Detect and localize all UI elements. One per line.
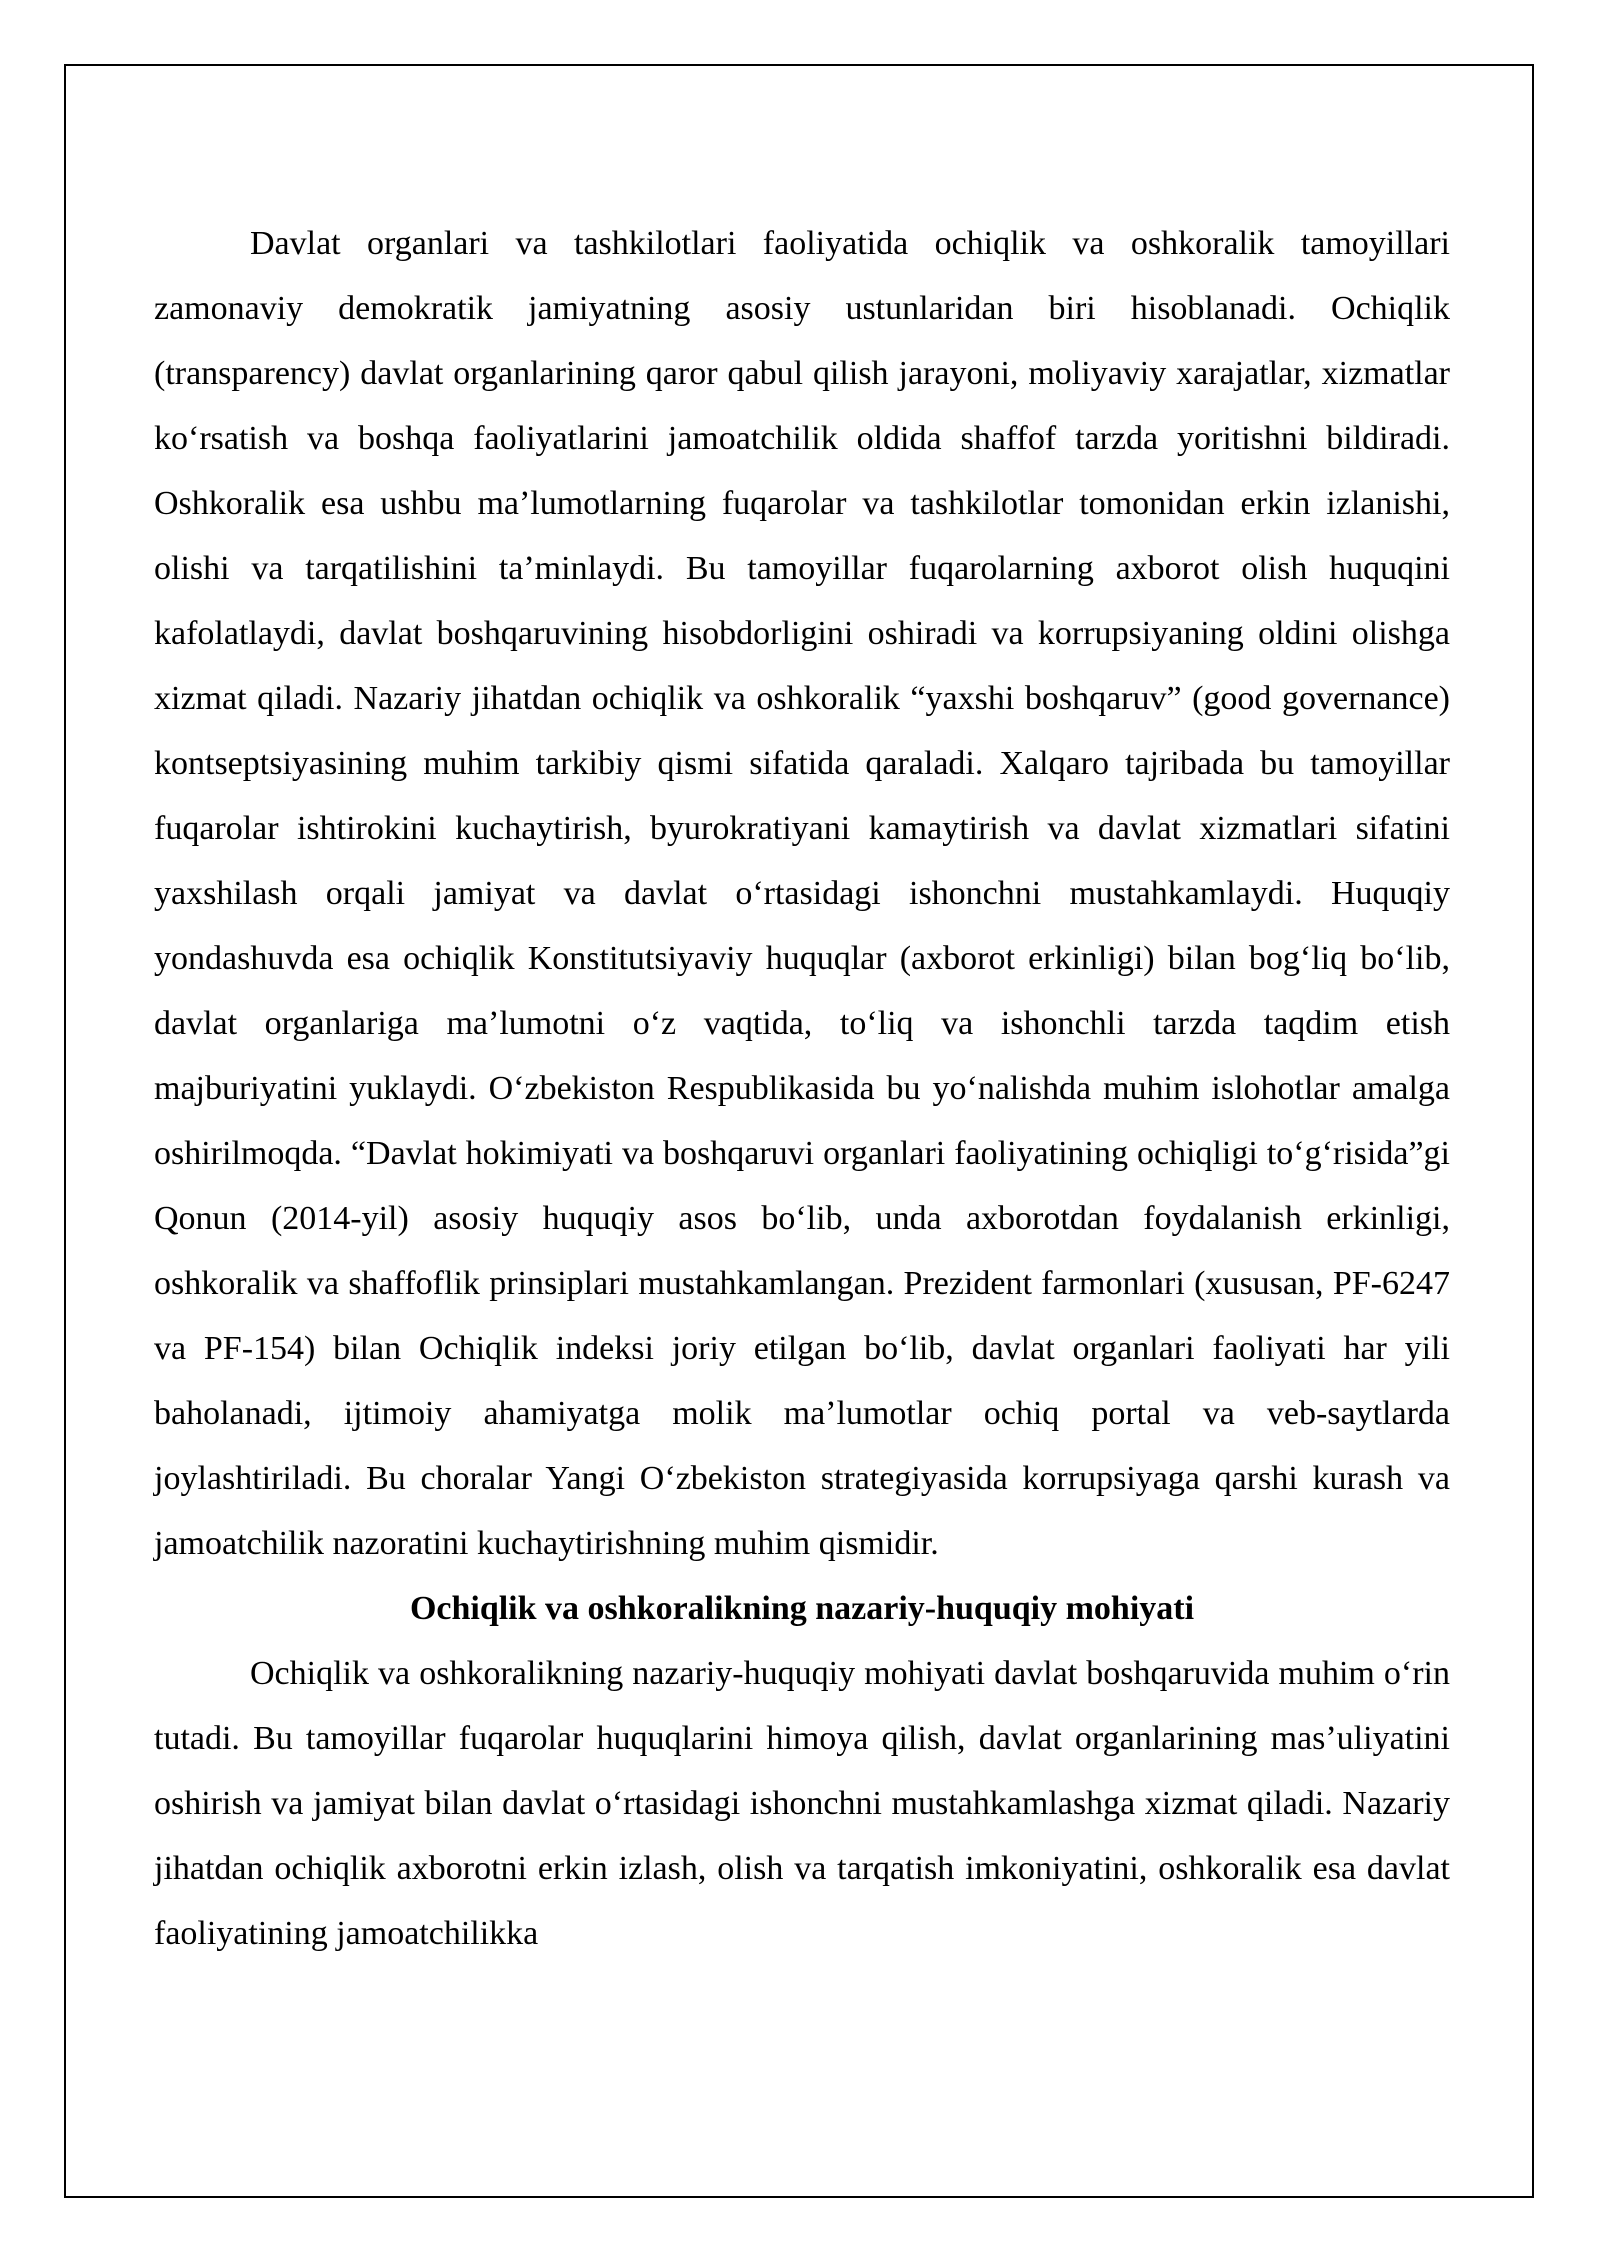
section-heading: Ochiqlik va oshkoralikning nazariy-huquqiy mohiyati [409,1590,1195,1627]
body-paragraph-2: Ochiqlik va oshkoralikning nazariy-huquqiy mohiyati davlat boshqaruvida muhim oʻrin tutadi. Bu tamoyillar fuqarolar huquqlarini himoya qilish, davlat organlarining masʼuliyatini oshirish va jamiyat bilan davlat oʻrtasidagi ishonchni mustahkamlashga xizmat qiladi. Nazariy jihatdan ochiqlik axborotni erkin izlash, olish va tarqatish imkoniyatini, oshkoralik esa davlat faoliyatining jamoatchilikka [154,1655,1450,1952]
body-paragraph-1: Davlat organlari va tashkilotlari faoliyatida ochiqlik va oshkoralik tamoyillari zamonaviy demokratik jamiyatning asosiy ustunlaridan biri hisoblanadi. Ochiqlik (transparency) davlat organlarining qaror qabul qilish jarayoni, moliyaviy xarajatlar, xizmatlar koʻrsatish va boshqa faoliyatlarini jamoatchilik oldida shaffof tarzda yoritishni bildiradi. Oshkoralik esa ushbu maʼlumotlarning fuqarolar va tashkilotlar tomonidan erkin izlanishi, olishi va tarqatilishini taʼminlaydi. Bu tamoyillar fuqarolarning axborot olish huquqini kafolatlaydi, davlat boshqaruvining hisobdorligini oshiradi va korrupsiyaning oldini olishga xizmat qiladi. Nazariy jihatdan ochiqlik va oshkoralik “yaxshi boshqaruv” (good governance) kontseptsiyasining muhim tarkibiy qismi sifatida qaraladi. Xalqaro tajribada bu tamoyillar fuqarolar ishtirokini kuchaytirish, byurokratiyani kamaytirish va davlat xizmatlari sifatini yaxshilash orqali jamiyat va davlat oʻrtasidagi ishonchni mustahkamlaydi. Huquqiy yondashuvda esa ochiqlik Konstitutsiyaviy huquqlar (axborot erkinligi) bilan bogʻliq boʻlib, davlat organlariga maʼlumotni oʻz vaqtida, toʻliq va ishonchli tarzda taqdim etish majburiyatini yuklaydi. Oʻzbekiston Respublikasida bu yoʻnalishda muhim islohotlar amalga oshirilmoqda. “Davlat hokimiyati va boshqaruvi organlari faoliyatining ochiqligi toʻgʻrisida”gi Qonun (2014-yil) asosiy huquqiy asos boʻlib, unda axborotdan foydalanish erkinligi, oshkoralik va shaffoflik prinsiplari mustahkamlangan. Prezident farmonlari (xususan, PF-6247 va PF-154) bilan Ochiqlik indeksi joriy etilgan boʻlib, davlat organlari faoliyati har yili baholanadi, ijtimoiy ahamiyatga molik maʼlumotlar ochiq portal va veb-saytlarda joylashtiriladi. Bu choralar Yangi Oʻzbekiston strategiyasida korrupsiyaga qarshi kurash va jamoatchilik nazoratini kuchaytirishning muhim qismidir. [154,225,1450,1562]
page-content [154,211,1450,1966]
document-page [64,64,1534,2198]
